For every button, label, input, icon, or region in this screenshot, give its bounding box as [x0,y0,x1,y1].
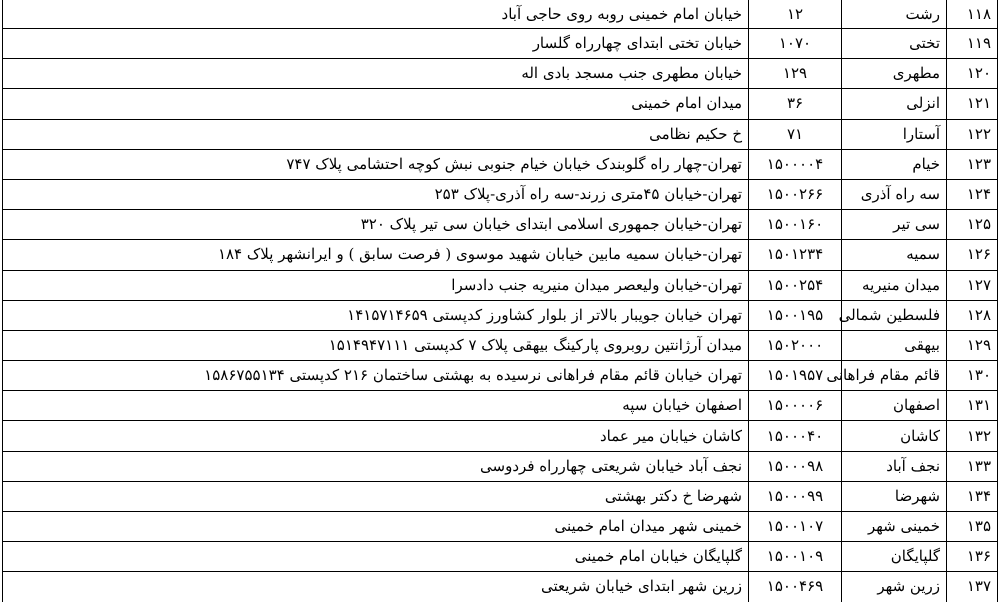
branch-address: تهران خیابان جویبار بالاتر از بلوار کشاورز کدپستی ۱۴۱۵۷۱۴۶۵۹ [3,300,749,330]
row-number: ۱۳۷ [947,572,998,602]
row-number: ۱۲۲ [947,119,998,149]
branch-code: ۱۵۰۱۹۵۷ [749,361,842,391]
branch-address: اصفهان خیابان سپه [3,391,749,421]
branch-name: مطهری [842,59,947,89]
branch-table [2,0,998,602]
branch-address: نجف آباد خیابان شریعتی چهارراه فردوسی [3,451,749,481]
table-row [3,59,998,89]
row-number: ۱۳۰ [947,361,998,391]
branch-address: خیابان مطهری جنب مسجد بادی اله [3,59,749,89]
branch-code: ۱۵۰۰۱۰۷ [749,512,842,542]
table-row [3,361,998,391]
branch-code: ۱۵۰۰۱۹۵ [749,300,842,330]
branch-code: ۱۲۹ [749,59,842,89]
row-number: ۱۲۹ [947,330,998,360]
branch-address: خیابان تختی ابتدای چهارراه گلسار [3,29,749,59]
branch-code: ۳۶ [749,89,842,119]
branch-address: تهران-خیابان ولیعصر میدان منیریه جنب دادسرا [3,270,749,300]
branch-address: زرین شهر ابتدای خیابان شریعتی [3,572,749,602]
table-row [3,149,998,179]
branch-code: ۱۵۰۰۱۶۰ [749,210,842,240]
branch-name: سی تیر [842,210,947,240]
row-number: ۱۱۹ [947,29,998,59]
branch-code: ۱۵۰۰۲۶۶ [749,179,842,209]
branch-code: ۱۵۰۲۰۰۰ [749,330,842,360]
row-number: ۱۳۶ [947,542,998,572]
branch-name: گلپایگان [842,542,947,572]
branch-address: خیابان امام خمینی روبه روی حاجی آباد [3,0,749,29]
table-row [3,29,998,59]
branch-code: ۷۱ [749,119,842,149]
row-number: ۱۲۵ [947,210,998,240]
branch-name: کاشان [842,421,947,451]
branch-address: کاشان خیابان میر عماد [3,421,749,451]
branch-code: ۱۵۰۰۰۴۰ [749,421,842,451]
row-number: ۱۱۸ [947,0,998,29]
branch-name: اصفهان [842,391,947,421]
table-row [3,270,998,300]
table-row [3,119,998,149]
row-number: ۱۳۲ [947,421,998,451]
branch-name: قائم مقام فراهانی [842,361,947,391]
branch-address: خ حکیم نظامی [3,119,749,149]
branch-address: تهران-چهار راه گلوبندک خیابان خیام جنوبی نبش کوچه احتشامی پلاک ۷۴۷ [3,149,749,179]
table-row [3,572,998,602]
branch-code: ۱۵۰۰۱۰۹ [749,542,842,572]
branch-code: ۱۵۰۰۴۶۹ [749,572,842,602]
table-row [3,179,998,209]
table-row [3,89,998,119]
branch-table-body [3,0,998,602]
table-row [3,330,998,360]
branch-name: خیام [842,149,947,179]
row-number: ۱۲۱ [947,89,998,119]
branch-name: میدان منیریه [842,270,947,300]
branch-code: ۱۲ [749,0,842,29]
branch-name: نجف آباد [842,451,947,481]
branch-code: ۱۵۰۱۲۳۴ [749,240,842,270]
branch-address: تهران-خیابان جمهوری اسلامی ابتدای خیابان سی تیر پلاک ۳۲۰ [3,210,749,240]
branch-code: ۱۵۰۰۰۰۴ [749,149,842,179]
table-row [3,240,998,270]
row-number: ۱۳۱ [947,391,998,421]
row-number: ۱۲۷ [947,270,998,300]
row-number: ۱۲۳ [947,149,998,179]
branch-address: میدان آرژانتین روبروی پارکینگ بیهقی پلاک ۷ کدپستی ۱۵۱۴۹۴۷۱۱۱ [3,330,749,360]
branch-code: ۱۵۰۰۰۰۶ [749,391,842,421]
branch-name: شهرضا [842,481,947,511]
table-row [3,481,998,511]
branch-name: سه راه آذری [842,179,947,209]
row-number: ۱۲۰ [947,59,998,89]
table-row [3,0,998,29]
row-number: ۱۲۶ [947,240,998,270]
branch-address: تهران-خیابان ۴۵متری زرند-سه راه آذری-پلاک ۲۵۳ [3,179,749,209]
row-number: ۱۲۸ [947,300,998,330]
table-row [3,542,998,572]
branch-code: ۱۵۰۰۲۵۴ [749,270,842,300]
branch-address: تهران خیابان قائم مقام فراهانی نرسیده به بهشتی ساختمان ۲۱۶ کدپستی ۱۵۸۶۷۵۵۱۳۴ [3,361,749,391]
table-row [3,300,998,330]
row-number: ۱۳۵ [947,512,998,542]
branch-address: خمینی شهر میدان امام خمینی [3,512,749,542]
branch-name: تختی [842,29,947,59]
branch-name: انزلی [842,89,947,119]
table-row [3,512,998,542]
branch-code: ۱۵۰۰۰۹۸ [749,451,842,481]
table-row [3,421,998,451]
branch-name: سمیه [842,240,947,270]
branch-name: بیهقی [842,330,947,360]
branch-code: ۱۰۷۰ [749,29,842,59]
row-number: ۱۲۴ [947,179,998,209]
branch-code: ۱۵۰۰۰۹۹ [749,481,842,511]
branch-address: میدان امام خمینی [3,89,749,119]
table-row [3,451,998,481]
table-row [3,391,998,421]
row-number: ۱۳۴ [947,481,998,511]
branch-name: خمینی شهر [842,512,947,542]
branch-name: فلسطین شمالی [842,300,947,330]
branch-name: آستارا [842,119,947,149]
branch-address: گلپایگان خیابان امام خمینی [3,542,749,572]
table-row [3,210,998,240]
branch-name: زرین شهر [842,572,947,602]
branch-address: شهرضا خ دکتر بهشتی [3,481,749,511]
branch-address: تهران-خیابان سمیه مابین خیابان شهید موسوی ( فرصت سابق ) و ایرانشهر پلاک ۱۸۴ [3,240,749,270]
row-number: ۱۳۳ [947,451,998,481]
branch-name: رشت [842,0,947,29]
